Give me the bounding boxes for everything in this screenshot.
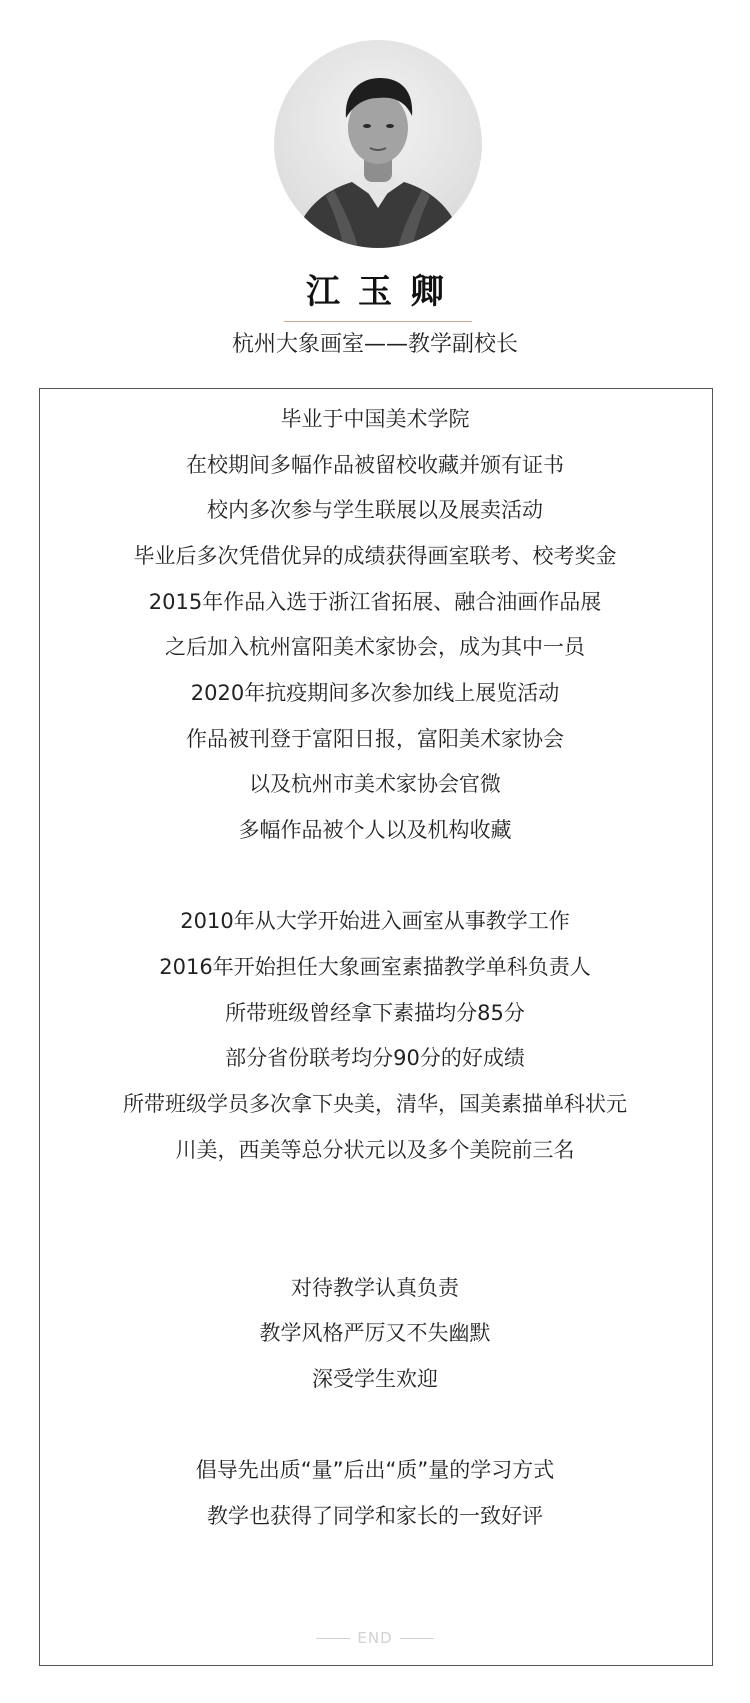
bio-line: 深受学生欢迎 — [312, 1367, 438, 1391]
bio-line: 2020年抗疫期间多次参加线上展览活动 — [190, 681, 560, 705]
bio-line: 倡导先出质“量”后出“质”量的学习方式 — [195, 1458, 555, 1482]
bio-line: 教学也获得了同学和家长的一致好评 — [207, 1504, 543, 1528]
name-underline-divider — [284, 321, 472, 322]
end-right-dash — [400, 1638, 434, 1639]
bio-line: 在校期间多幅作品被留校收藏并颁有证书 — [186, 453, 564, 477]
bio-line: 多幅作品被个人以及机构收藏 — [238, 818, 512, 842]
teacher-portrait — [274, 40, 482, 248]
bio-line: 教学风格严厉又不失幽默 — [259, 1321, 491, 1345]
bio-line: 2010年从大学开始进入画室从事教学工作 — [180, 909, 570, 933]
end-left-dash — [316, 1638, 350, 1639]
bio-line: 校内多次参与学生联展以及展卖活动 — [207, 498, 543, 522]
bio-line: 2016年开始担任大象画室素描教学单科负责人 — [159, 955, 591, 979]
portrait-illustration — [274, 40, 482, 248]
end-marker — [0, 1628, 750, 1648]
bio-line: 作品被刊登于富阳日报，富阳美术家协会 — [186, 727, 564, 751]
bio-line: 2015年作品入选于浙江省拓展、融合油画作品展 — [148, 590, 602, 614]
teacher-name: 江玉卿 — [306, 272, 462, 312]
bio-line: 部分省份联考均分90分的好成绩 — [225, 1046, 525, 1070]
bio-line: 之后加入杭州富阳美术家协会，成为其中一员 — [165, 635, 585, 659]
bio-line: 毕业于中国美术学院 — [280, 407, 470, 431]
bio-line: 以及杭州市美术家协会官微 — [249, 772, 501, 796]
bio-line: 毕业后多次凭借优异的成绩获得画室联考、校考奖金 — [133, 544, 617, 568]
bio-line: 所带班级曾经拿下素描均分85分 — [225, 1001, 525, 1025]
bio-line: 川美，西美等总分状元以及多个美院前三名 — [175, 1138, 575, 1162]
bio-line: 所带班级学员多次拿下央美，清华，国美素描单科状元 — [123, 1092, 627, 1116]
teacher-title: 杭州大象画室——教学副校长 — [231, 332, 518, 357]
end-label: END — [357, 1629, 393, 1647]
bio-line: 对待教学认真负责 — [291, 1276, 459, 1300]
